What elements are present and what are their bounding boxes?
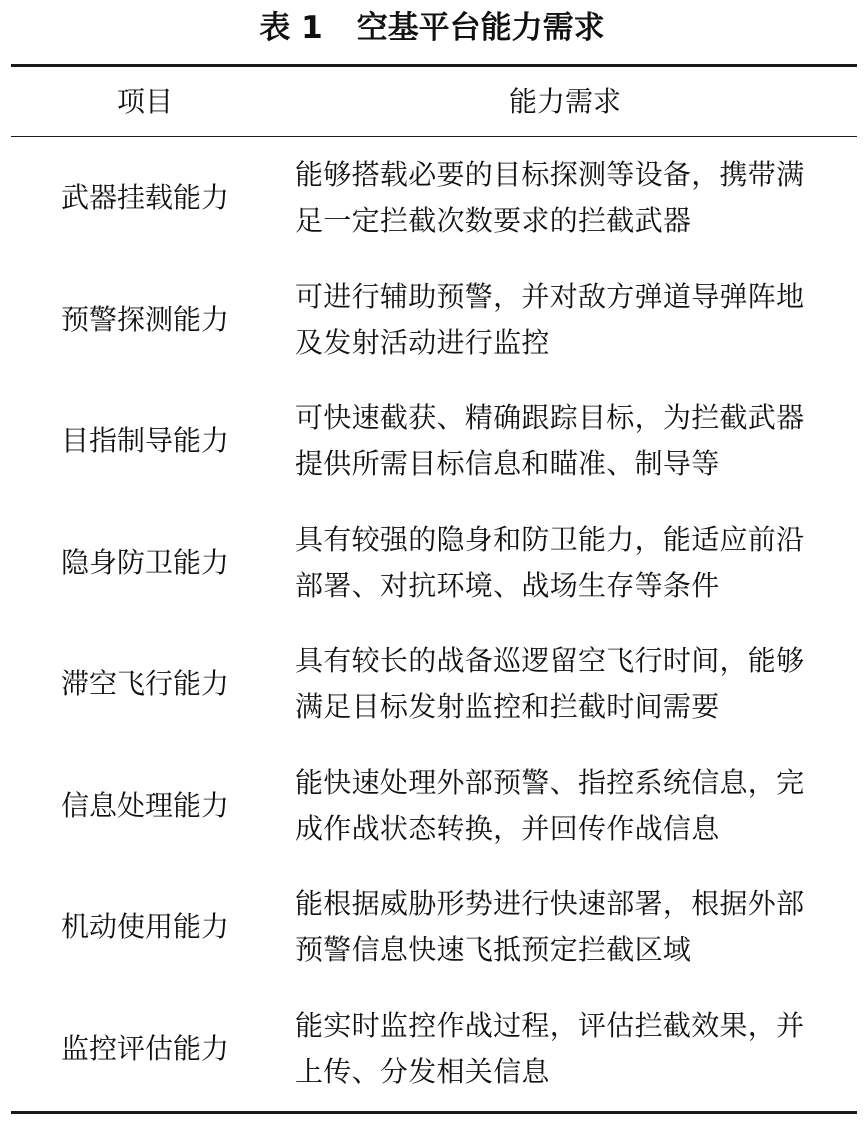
requirement-cell [295,638,850,730]
table-row [11,137,857,259]
table-number: 表 1 [259,10,323,46]
requirement-line: 能快速处理外部预警、指控系统信息，完 [295,765,805,799]
header-item: 项目 [116,85,173,118]
table-row [11,502,857,624]
requirement-cell [295,274,850,366]
table-row [11,988,857,1110]
table-row [11,745,857,867]
item-cell: 滞空飞行能力 [60,667,229,700]
requirement-line: 及发射活动进行监控 [295,325,550,359]
item-cell: 武器挂载能力 [60,181,229,214]
table-body [11,137,857,1109]
table-row [11,866,857,988]
requirement-cell [295,1003,850,1095]
table-row [11,380,857,502]
item-cell: 监控评估能力 [60,1031,229,1065]
requirement-line: 具有较长的战备巡逻留空飞行时间，能够 [295,644,805,677]
table-row [11,259,857,381]
item-cell: 目指制导能力 [60,424,229,457]
requirement-line: 提供所需目标信息和瞄准、制导等 [295,447,720,480]
header-requirement: 能力需求 [508,85,621,118]
requirement-line: 预警信息快速飞抵预定拦截区域 [295,933,692,966]
requirement-line: 足一定拦截次数要求的拦截武器 [295,204,692,237]
requirement-line: 能实时监控作战过程，评估拦截效果，并 [295,1008,805,1042]
requirement-line: 能根据威胁形势进行快速部署，根据外部 [295,887,805,920]
requirement-cell [295,152,850,244]
item-cell: 机动使用能力 [60,910,229,943]
requirement-line: 满足目标发射监控和拦截时间需要 [295,690,720,723]
item-cell: 隐身防卫能力 [60,545,229,579]
requirement-line: 部署、对抗环境、战场生存等条件 [295,568,720,602]
requirement-cell [295,517,850,609]
requirement-line: 可快速截获、精确跟踪目标，为拦截武器 [295,401,805,434]
requirement-cell [295,881,850,973]
requirement-line: 可进行辅助预警，并对敌方弹道导弹阵地 [295,279,805,313]
requirement-line: 能够搭载必要的目标探测等设备，携带满 [295,158,805,191]
item-cell: 信息处理能力 [60,788,229,822]
requirement-cell [295,760,850,852]
table-row [11,623,857,745]
requirement-line: 上传、分发相关信息 [295,1054,550,1088]
item-cell: 预警探测能力 [60,302,229,336]
requirement-line: 成作战状态转换，并回传作战信息 [295,811,720,845]
table-bottom-rule [11,1111,857,1114]
requirement-cell [295,395,850,487]
table-title [0,6,864,50]
requirement-line: 具有较强的隐身和防卫能力，能适应前沿 [295,522,805,556]
table-caption: 空基平台能力需求 [356,10,605,46]
